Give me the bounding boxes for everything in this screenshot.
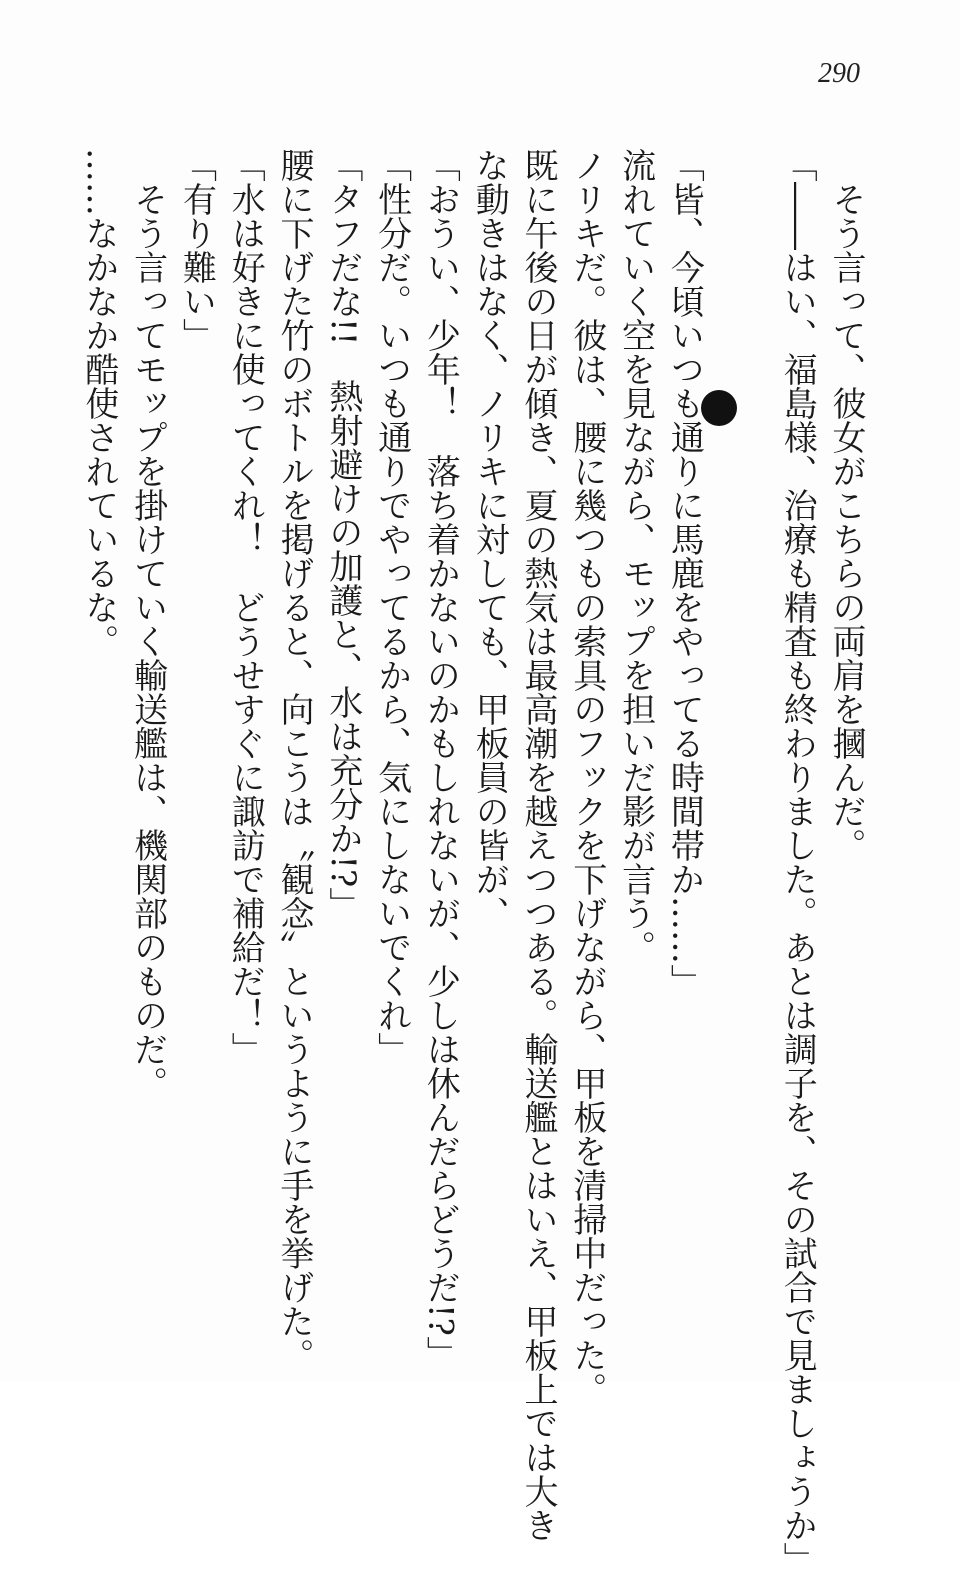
text-line: ……なかなか酷使されているな。 [78,148,119,658]
text-line: 流れていく空を見ながら、モップを担いだ影が言う。 [615,148,656,964]
vertical-body-text [74,148,870,1576]
text-line: 「おうい、少年！ 落ち着かないのかもしれないが、少しは休んだらどうだ!?」 [420,148,461,1370]
text-line: 「タフだな!! 熱射避けの加護と、水は充分か!?」 [322,148,363,922]
text-line: な動きはなく、ノリキに対しても、甲板員の皆が、 [469,148,510,930]
page-number: 290 [818,58,860,89]
text-line: 「水は好きに使ってくれ！ どうせすぐに諏訪で補給だ！」 [225,148,266,1066]
text-line: 既に午後の日が傾き、夏の熱気は最高潮を越えつつある。輸送艦とはいえ、甲板上では大き [518,148,559,1542]
text-line: そう言って、彼女がこちらの両肩を摑んだ。 [826,182,866,862]
text-line: 「有り難い」 [176,148,217,352]
text-line: 「皆、今頃いつも通りに馬鹿をやってる時間帯か……」 [664,148,705,998]
text-line: そう言ってモップを掛けていく輸送艦は、機関部のものだ。 [127,182,168,1100]
text-line: 腰に下げた竹のボトルを掲げると、向こうは〝観念〟というように手を挙げた。 [274,148,315,1372]
text-line: 「性分だ。いつも通りでやってるから、気にしないでくれ」 [371,148,412,1066]
text-line: ノリキだ。彼は、腰に幾つもの索具のフックを下げながら、甲板を清掃中だった。 [566,148,607,1406]
text-line: 「――はい、福島様、治療も精査も終わりました。あとは調子を、その試合で見ましょうか」 [777,148,818,1576]
